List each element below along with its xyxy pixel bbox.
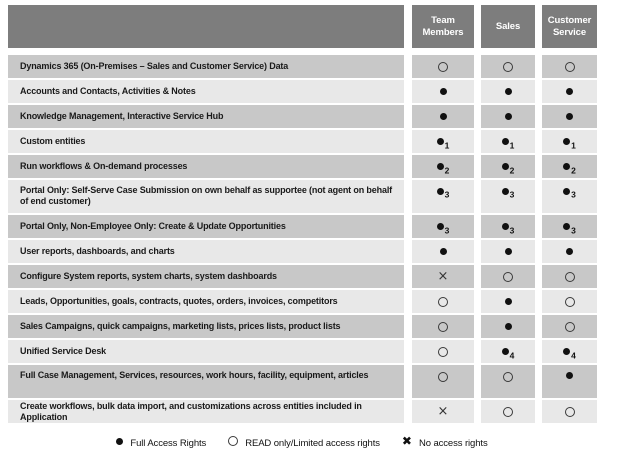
access-symbol <box>437 187 450 200</box>
access-symbol <box>563 223 576 235</box>
access-cell-team-members <box>412 240 474 263</box>
access-cell-sales <box>481 240 535 263</box>
access-symbol <box>505 88 512 95</box>
footnote-number: 4 <box>571 350 576 360</box>
feature-cell <box>8 340 404 363</box>
read-only-icon <box>438 62 448 72</box>
access-cell-customer-service <box>542 400 597 423</box>
access-symbol <box>503 407 513 417</box>
full-access-icon <box>437 138 444 145</box>
access-cell-sales <box>481 155 535 178</box>
access-cell-customer-service <box>542 55 597 78</box>
access-cell-team-members <box>412 155 474 178</box>
access-symbol <box>503 62 513 72</box>
footnote-number: 2 <box>509 165 515 175</box>
read-only-icon <box>565 272 575 282</box>
access-cell-team-members <box>412 340 474 363</box>
access-symbol <box>505 323 512 330</box>
footnote-number: 1 <box>444 140 450 150</box>
full-access-icon <box>440 113 447 120</box>
full-access-icon <box>566 372 573 379</box>
access-cell-sales <box>481 340 535 363</box>
read-only-icon <box>503 372 513 382</box>
access-symbol <box>565 272 575 282</box>
read-only-icon <box>565 322 575 332</box>
access-symbol <box>440 113 447 120</box>
access-rights-table <box>8 5 597 425</box>
access-cell-customer-service <box>542 290 597 313</box>
feature-cell <box>8 365 404 398</box>
header-sales <box>481 5 535 48</box>
access-cell-customer-service <box>542 155 597 178</box>
header-customer-service-label: Customer Service <box>547 14 592 38</box>
access-cell-customer-service <box>542 365 597 398</box>
access-symbol <box>437 163 450 175</box>
access-symbol <box>502 163 515 175</box>
full-access-icon <box>505 248 512 255</box>
access-cell-customer-service <box>542 180 597 213</box>
full-access-icon <box>502 223 509 230</box>
row-label: Sales Campaigns, quick campaigns, marketing lists, prices lists, product lists <box>20 321 341 331</box>
access-symbol <box>503 272 513 282</box>
full-access-icon <box>563 188 570 195</box>
access-symbol <box>566 248 573 255</box>
full-access-icon <box>437 163 444 170</box>
row-label: Accounts and Contacts, Activities & Notes <box>20 86 196 96</box>
full-access-icon <box>440 248 447 255</box>
access-symbol <box>565 407 575 417</box>
table-row <box>8 290 597 313</box>
full-access-icon <box>566 248 573 255</box>
access-symbol <box>502 187 515 200</box>
read-only-icon <box>565 407 575 417</box>
row-label: Unified Service Desk <box>20 346 107 356</box>
full-access-icon <box>437 188 444 195</box>
access-symbol <box>502 223 515 235</box>
access-symbol <box>563 187 576 200</box>
access-symbol <box>438 347 448 357</box>
access-cell-team-members <box>412 80 474 103</box>
access-cell-sales <box>481 105 535 128</box>
full-access-icon <box>502 348 509 355</box>
access-symbol <box>438 297 448 307</box>
access-cell-customer-service <box>542 340 597 363</box>
access-symbol <box>563 348 576 360</box>
row-label: Portal Only, Non-Employee Only: Create & Update Opportunities <box>20 221 286 231</box>
access-symbol <box>505 248 512 255</box>
footnote-number: 3 <box>509 189 515 200</box>
access-cell-sales <box>481 130 535 153</box>
access-cell-customer-service <box>542 80 597 103</box>
read-only-icon <box>503 272 513 282</box>
footnote-number: 4 <box>509 350 515 360</box>
read-only-icon <box>503 62 513 72</box>
legend-item-no-access <box>401 434 488 449</box>
full-access-icon <box>563 138 570 145</box>
row-label: Knowledge Management, Interactive Service Hub <box>20 111 224 121</box>
row-label: Portal Only: Self-Serve Case Submission on own behalf as supportee (not agent on behalf of end customer) <box>20 185 393 206</box>
row-label: Run workflows & On-demand processes <box>20 161 188 171</box>
full-access-icon <box>440 88 447 95</box>
access-symbol <box>437 268 449 284</box>
footnote-number: 1 <box>571 140 576 150</box>
feature-cell <box>8 180 404 213</box>
full-access-icon <box>505 113 512 120</box>
access-cell-customer-service <box>542 240 597 263</box>
access-cell-sales <box>481 215 535 238</box>
footnote-number: 3 <box>444 189 450 200</box>
table-row <box>8 105 597 128</box>
access-cell-team-members <box>412 180 474 213</box>
header-team-members-label: Team Members <box>422 14 464 38</box>
feature-cell <box>8 400 404 423</box>
full-access-icon <box>566 113 573 120</box>
footnote-number: 3 <box>571 225 576 235</box>
header-customer-service <box>542 5 597 48</box>
access-symbol <box>437 223 450 235</box>
access-cell-customer-service <box>542 315 597 338</box>
access-cell-sales <box>481 315 535 338</box>
table-row <box>8 400 597 423</box>
access-cell-team-members <box>412 315 474 338</box>
row-label: Create workflows, bulk data import, and customizations across entities included in Application <box>20 400 362 422</box>
access-cell-customer-service <box>542 105 597 128</box>
full-access-icon <box>505 323 512 330</box>
full-access-icon <box>437 223 444 230</box>
header-feature-cell <box>8 5 404 48</box>
footnote-number: 3 <box>571 189 576 200</box>
read-only-icon <box>503 407 513 417</box>
full-access-icon <box>502 163 509 170</box>
access-cell-team-members <box>412 400 474 423</box>
access-symbol <box>566 372 573 379</box>
footnote-number: 2 <box>571 165 576 175</box>
feature-cell <box>8 155 404 178</box>
feature-cell <box>8 80 404 103</box>
legend <box>0 434 622 449</box>
feature-cell <box>8 315 404 338</box>
access-cell-team-members <box>412 290 474 313</box>
feature-cell <box>8 105 404 128</box>
access-cell-team-members <box>412 130 474 153</box>
legend-label: READ only/Limited access rights <box>245 437 380 449</box>
access-symbol <box>566 88 573 95</box>
access-symbol <box>440 88 447 95</box>
table-row <box>8 130 597 153</box>
feature-cell <box>8 290 404 313</box>
row-label: Custom entities <box>20 136 86 146</box>
footnote-number: 3 <box>509 225 515 235</box>
feature-cell <box>8 130 404 153</box>
access-symbol <box>440 248 447 255</box>
full-access-icon <box>566 88 573 95</box>
table-row <box>8 180 597 213</box>
access-symbol <box>438 62 448 72</box>
table-body <box>8 55 597 423</box>
feature-cell <box>8 215 404 238</box>
access-cell-team-members <box>412 55 474 78</box>
access-cell-team-members <box>412 215 474 238</box>
access-symbol <box>438 372 448 382</box>
read-only-icon <box>438 347 448 357</box>
access-symbol <box>563 163 576 175</box>
table-row <box>8 155 597 178</box>
read-only-icon <box>565 62 575 72</box>
row-label: Dynamics 365 (On-Premises – Sales and Customer Service) Data <box>20 61 289 71</box>
footnote-number: 3 <box>444 225 450 235</box>
access-symbol <box>502 138 515 150</box>
header-team-members <box>412 5 474 48</box>
feature-cell <box>8 240 404 263</box>
row-label: Leads, Opportunities, goals, contracts, quotes, orders, invoices, competitors <box>20 296 338 306</box>
read-only-icon <box>438 297 448 307</box>
access-symbol <box>502 348 515 360</box>
access-cell-sales <box>481 55 535 78</box>
access-cell-sales <box>481 180 535 213</box>
access-symbol <box>565 322 575 332</box>
full-access-icon <box>502 188 509 195</box>
access-symbol <box>565 62 575 72</box>
table-row <box>8 315 597 338</box>
read-only-icon <box>228 436 238 446</box>
access-cell-team-members <box>412 365 474 398</box>
no-access-icon: × <box>437 403 449 419</box>
access-cell-sales <box>481 290 535 313</box>
legend-label: Full Access Rights <box>130 437 207 449</box>
header-sales-label: Sales <box>495 20 521 32</box>
full-access-icon <box>116 438 123 445</box>
row-label: User reports, dashboards, and charts <box>20 246 175 256</box>
legend-label: No access rights <box>418 437 488 449</box>
feature-cell <box>8 55 404 78</box>
access-symbol <box>437 403 449 419</box>
table-row <box>8 215 597 238</box>
read-only-icon <box>438 322 448 332</box>
access-symbol <box>438 322 448 332</box>
footnote-number: 1 <box>509 140 515 150</box>
table-row <box>8 365 597 398</box>
full-access-icon <box>563 223 570 230</box>
legend-item-full-access <box>116 437 206 449</box>
access-cell-sales <box>481 265 535 288</box>
table-row <box>8 55 597 78</box>
full-access-icon <box>505 88 512 95</box>
full-access-icon <box>563 163 570 170</box>
full-access-icon <box>502 138 509 145</box>
access-symbol <box>563 138 576 150</box>
read-only-icon <box>565 297 575 307</box>
access-cell-team-members <box>412 265 474 288</box>
full-access-icon <box>563 348 570 355</box>
legend-item-read-only <box>228 437 380 449</box>
access-symbol <box>565 297 575 307</box>
table-row <box>8 240 597 263</box>
access-symbol <box>503 372 513 382</box>
access-symbol <box>505 298 512 305</box>
access-symbol <box>505 113 512 120</box>
table-row <box>8 340 597 363</box>
access-symbol <box>566 113 573 120</box>
access-cell-sales <box>481 365 535 398</box>
access-symbol <box>437 138 450 150</box>
access-cell-team-members <box>412 105 474 128</box>
full-access-icon <box>505 298 512 305</box>
no-access-icon: ✖ <box>401 434 412 448</box>
table-row <box>8 265 597 288</box>
read-only-icon <box>438 372 448 382</box>
access-cell-customer-service <box>542 265 597 288</box>
access-cell-sales <box>481 400 535 423</box>
table-header-row <box>8 5 597 48</box>
row-label: Configure System reports, system charts, system dashboards <box>20 271 277 281</box>
footnote-number: 2 <box>444 165 450 175</box>
no-access-icon: × <box>437 268 449 284</box>
table-row <box>8 80 597 103</box>
access-cell-customer-service <box>542 130 597 153</box>
row-label: Full Case Management, Services, resources, work hours, facility, equipment, articles <box>20 370 369 380</box>
access-cell-sales <box>481 80 535 103</box>
feature-cell <box>8 265 404 288</box>
access-cell-customer-service <box>542 215 597 238</box>
